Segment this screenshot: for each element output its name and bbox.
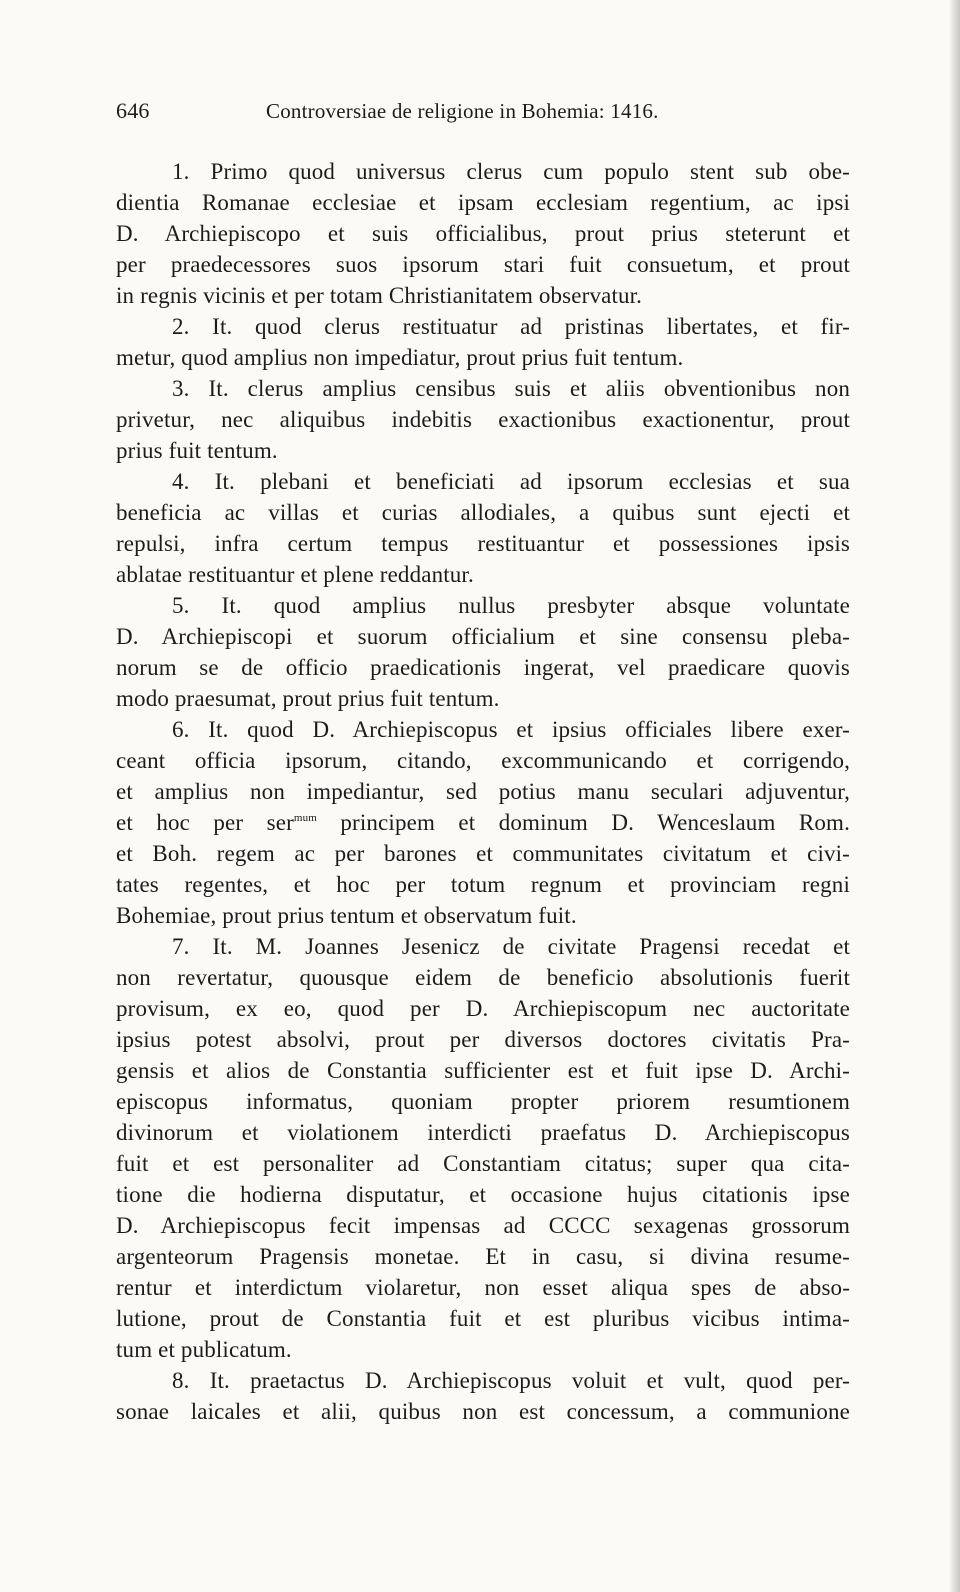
text-line: divinorum et violationem interdicti praefatus D. Archiepiscopus bbox=[116, 1120, 850, 1145]
text-line: 1. Primo quod universus clerus cum populo stent sub obe- bbox=[172, 159, 850, 184]
text-line: fuit et est personaliter ad Constantiam citatus; super qua cita- bbox=[116, 1151, 850, 1176]
text-line: metur, quod amplius non impediatur, prout prius fuit tentum. bbox=[116, 345, 684, 370]
text-line: 2. It. quod clerus restituatur ad pristinas libertates, et fir- bbox=[172, 314, 850, 339]
text-line: norum se de officio praedicationis ingerat, vel praedicare quovis bbox=[116, 655, 850, 680]
text-line: repulsi, infra certum tempus restituantur et possessiones ipsis bbox=[116, 531, 850, 556]
text-line: 6. It. quod D. Archiepiscopus et ipsius officiales libere exer- bbox=[172, 717, 850, 742]
text-line: ceant officia ipsorum, citando, excommunicando et corrigendo, bbox=[116, 748, 850, 773]
text-line: 5. It. quod amplius nullus presbyter absque voluntate bbox=[172, 593, 850, 618]
text-line bbox=[116, 807, 850, 838]
text-line: ablatae restituantur et plene reddantur. bbox=[116, 562, 474, 587]
text-line: D. Archiepiscopus fecit impensas ad CCCC sexagenas grossorum bbox=[116, 1213, 850, 1238]
text-line: dientia Romanae ecclesiae et ipsam ecclesiam regentium, ac ipsi bbox=[116, 190, 850, 215]
running-head bbox=[116, 96, 856, 126]
text-segment: principem et dominum D. Wenceslaum Rom. bbox=[316, 810, 851, 835]
text-line: lutione, prout de Constantia fuit et est pluribus vicibus intima- bbox=[116, 1306, 850, 1331]
text-line: ipsius potest absolvi, prout per diversos doctores civitatis Pra- bbox=[116, 1027, 850, 1052]
text-line: tum et publicatum. bbox=[116, 1337, 292, 1362]
text-line: 3. It. clerus amplius censibus suis et aliis obventionibus non bbox=[172, 376, 850, 401]
text-line: in regnis vicinis et per totam Christianitatem observatur. bbox=[116, 283, 643, 308]
text-line: D. Archiepiscopi et suorum officialium et sine consensu pleba- bbox=[116, 624, 850, 649]
body-text bbox=[116, 156, 850, 1427]
text-line: 4. It. plebani et beneficiati ad ipsorum ecclesias et sua bbox=[172, 469, 850, 494]
text-line: D. Archiepiscopo et suis officialibus, prout prius steterunt et bbox=[116, 221, 850, 246]
text-segment: et hoc per ser bbox=[116, 810, 294, 835]
text-line: tione die hodierna disputatur, et occasione hujus citationis ipse bbox=[116, 1182, 850, 1207]
text-line: beneficia ac villas et curias allodiales, a quibus sunt ejecti et bbox=[116, 500, 850, 525]
text-line: gensis et alios de Constantia sufficienter est et fuit ipse D. Archi- bbox=[116, 1058, 850, 1083]
running-head-title: Controversiae de religione in Bohemia: 1416. bbox=[266, 99, 659, 123]
text-line: et amplius non impediantur, sed potius manu seculari adjuventur, bbox=[116, 779, 850, 804]
text-line: 8. It. praetactus D. Archiepiscopus voluit et vult, quod per- bbox=[172, 1368, 850, 1393]
text-line: non revertatur, quousque eidem de beneficio absolutionis fuerit bbox=[116, 965, 850, 990]
text-line: et Boh. regem ac per barones et communitates civitatum et civi- bbox=[116, 841, 850, 866]
text-line: modo praesumat, prout prius fuit tentum. bbox=[116, 686, 500, 711]
text-line: Bohemiae, prout prius tentum et observatum fuit. bbox=[116, 903, 577, 928]
text-line: episcopus informatus, quoniam propter priorem resumtionem bbox=[116, 1089, 850, 1114]
text-line: prius fuit tentum. bbox=[116, 438, 278, 463]
text-line: rentur et interdictum violaretur, non esset aliqua spes de abso- bbox=[116, 1275, 850, 1300]
text-line: sonae laicales et alii, quibus non est concessum, a communione bbox=[116, 1399, 850, 1424]
text-line: provisum, ex eo, quod per D. Archiepiscopum nec auctoritate bbox=[116, 996, 850, 1021]
page-edge-shadow bbox=[950, 0, 960, 1592]
text-line: per praedecessores suos ipsorum stari fuit consuetum, et prout bbox=[116, 252, 850, 277]
text-line: 7. It. M. Joannes Jesenicz de civitate Pragensi recedat et bbox=[172, 934, 850, 959]
text-line: argenteorum Pragensis monetae. Et in casu, si divina resume- bbox=[116, 1244, 850, 1269]
text-line: tates regentes, et hoc per totum regnum et provinciam regni bbox=[116, 872, 850, 897]
superscript-abbreviation: mum bbox=[293, 812, 317, 824]
page-number: 646 bbox=[116, 98, 150, 123]
text-line: privetur, nec aliquibus indebitis exactionibus exactionentur, prout bbox=[116, 407, 850, 432]
